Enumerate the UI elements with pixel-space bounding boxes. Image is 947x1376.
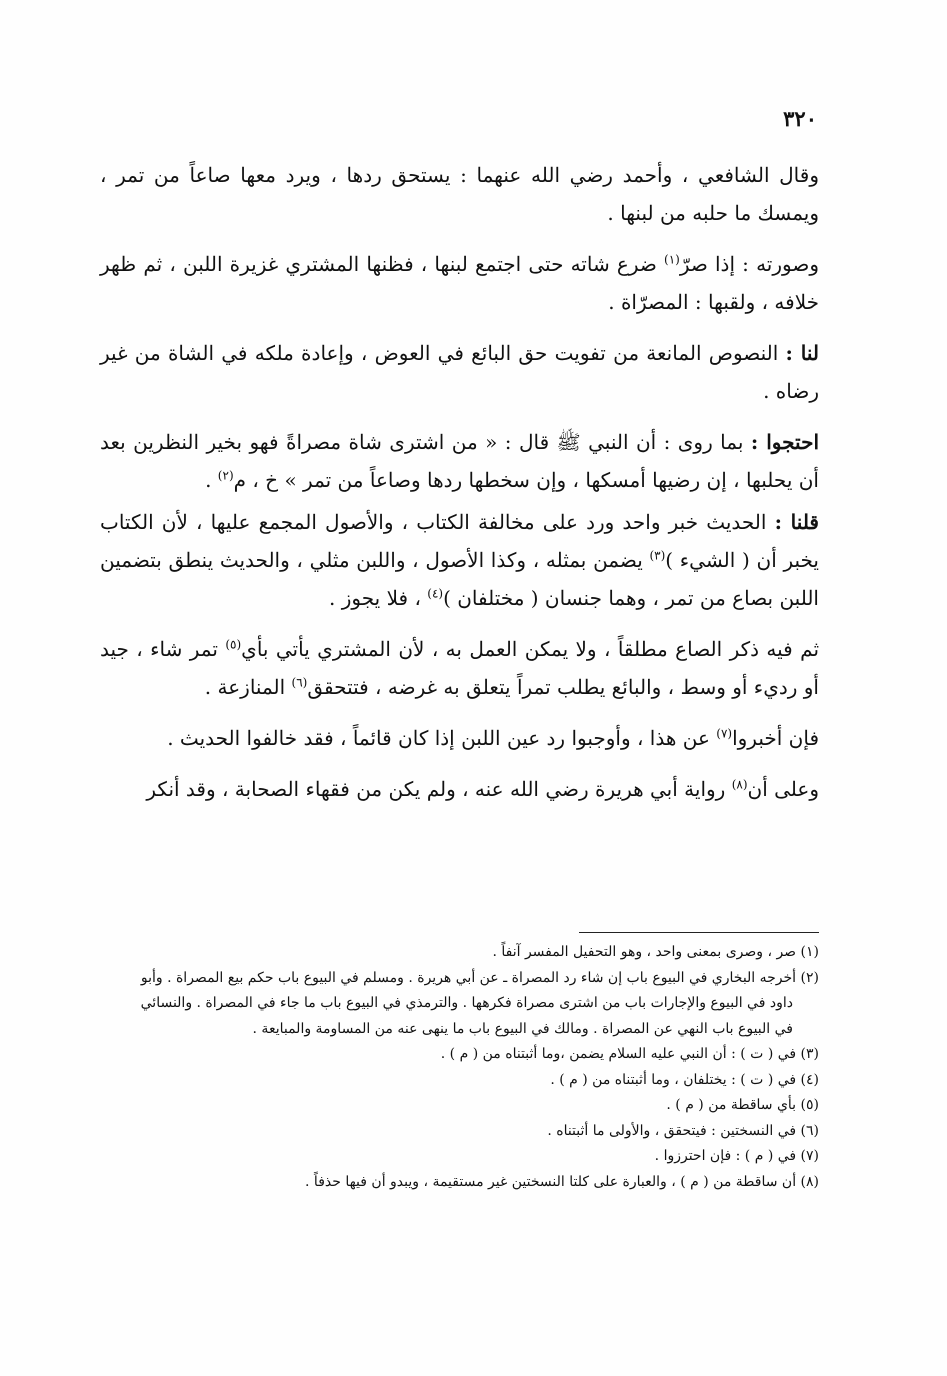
footnote-ref-1: (١)	[664, 252, 680, 267]
paragraph-lead: لنا :	[785, 341, 819, 365]
main-text	[100, 156, 819, 821]
paragraph-text: النصوص المانعة من تفويت حق البائع في العوض ، وإعادة ملكه في الشاة من غير رضاه .	[100, 341, 819, 403]
paragraph-text: عن هذا ، وأوجبوا رد عين اللبن إذا كان قائماً ، فقد خالفوا الحديث .	[167, 726, 717, 750]
footnote-3: (٣) في ( ت ) : أن النبي عليه السلام يضمن ،وما أثبتناه من ( م ) .	[440, 1046, 819, 1062]
footnotes	[100, 940, 819, 1195]
paragraph-text: الحديث خبر واحد ورد على مخالفة الكتاب ، والأصول المجمع عليها ، لأن الكتاب يخبر أن ( الشيء )	[100, 510, 819, 572]
footnote-ref-2: (٢)	[217, 468, 234, 483]
paragraph-text: رواية أبي هريرة رضي الله عنه ، ولم يكن من فقهاء الصحابة ، وقد أنكر	[146, 777, 732, 801]
paragraph-4	[100, 423, 819, 499]
paragraph-2	[100, 245, 819, 321]
paragraph-6	[100, 630, 819, 706]
footnote-6: (٦) في النسختين : فيتحقق ، والأولى ما أثبتناه .	[547, 1122, 819, 1139]
footnote-2	[100, 966, 819, 1043]
page-number: ٣٢٠	[783, 106, 817, 131]
footnote-divider	[579, 932, 819, 933]
paragraph-text: وقال الشافعي ، وأحمد رضي الله عنهما : يستحق ردها ، ويرد معها صاعاً من تمر ، ويمسك ما حلبه من لبنها .	[100, 163, 819, 225]
footnote-ref-8: (٨)	[731, 777, 748, 792]
footnote-7: (٧) في ( م ) : فإن احترزوا .	[654, 1148, 819, 1164]
paragraph-8	[100, 770, 819, 808]
paragraph-text: .	[205, 468, 218, 492]
paragraph-text: فإن أخبروا	[732, 726, 819, 750]
paragraph-text: يضمن بمثله ، وكذا الأصول ، واللبن مثلي ، والحديث ينطق بتضمين اللبن بصاع من تمر ، وهما جنسان ( مختلفان )	[100, 548, 819, 610]
paragraph-5	[100, 503, 819, 617]
paragraph-lead: قلنا :	[774, 510, 819, 534]
footnote-ref-4: (٤)	[427, 586, 444, 601]
footnote-1: (١) صر ، وصرى بمعنى واحد ، وهو التحفيل المفسر آنفاً .	[492, 944, 819, 960]
paragraph-text: ضرع شاته حتى اجتمع لبنها ، فظنها المشتري غزيرة اللبن ، ثم ظهر خلافه ، ولقبها : المصرّاة .	[100, 252, 819, 314]
footnote-ref-5: (٥)	[225, 637, 242, 652]
footnote-ref-3: (٣)	[649, 548, 666, 563]
footnote-4: (٤) في ( ت ) : يختلفان ، وما أثبتناه من ( م ) .	[550, 1071, 819, 1088]
paragraph-text: وصورته : إذا صرّ	[679, 252, 819, 276]
paragraph-7	[100, 719, 819, 757]
paragraph-text: المنازعة .	[204, 675, 292, 699]
footnote-ref-7: (٧)	[716, 726, 733, 741]
footnote-5: (٥) بأي ساقطة من ( م ) .	[666, 1097, 819, 1113]
paragraph-text: ، فلا يجوز .	[329, 586, 428, 610]
footnote-8: (٨) أن ساقطة من ( م ) ، والعبارة على كلتا النسختين غير مستقيمة ، ويبدو أن فيها حذفاً .	[305, 1173, 819, 1190]
paragraph-3	[100, 334, 819, 410]
footnote-text: (٢) أخرجه البخاري في البيوع باب إن شاء رد المصراة ـ عن أبي هريرة . ومسلم في البيوع باب حكم بيع المصراة . وأبو	[140, 969, 819, 986]
paragraph-text: وعلى أن	[747, 777, 819, 801]
footnote-continuation: داود في البيوع والإجارات باب من اشترى مصراة فكرهها . والترمذي في البيوع باب ما جاء في المصراة . والنسائي	[140, 995, 793, 1011]
paragraph-text: بما روى : أن النبي ﷺ قال : « من اشترى شاة مصراةً فهو بخير النظرين بعد أن يحلبها ، إن رضيها أمسكها ، وإن سخطها ردها وصاعاً من تمر » خ ، م	[100, 430, 819, 492]
footnote-continuation: في البيوع باب النهي عن المصراة . ومالك في البيوع باب ما ينهى عنه من المساومة والمبايعة .	[252, 1020, 793, 1037]
paragraph-text: تمر شاء ، جيد أو رديء أو وسط ، والبائع يطلب تمراً يتعلق به غرضه ، فتتحقق	[100, 637, 819, 699]
footnote-ref-6: (٦)	[291, 675, 308, 690]
paragraph-lead: احتجوا :	[750, 430, 819, 454]
paragraph-text: ثم فيه ذكر الصاع مطلقاً ، ولا يمكن العمل به ، لأن المشتري يأتي بأي	[241, 637, 820, 661]
paragraph-1	[100, 156, 819, 232]
